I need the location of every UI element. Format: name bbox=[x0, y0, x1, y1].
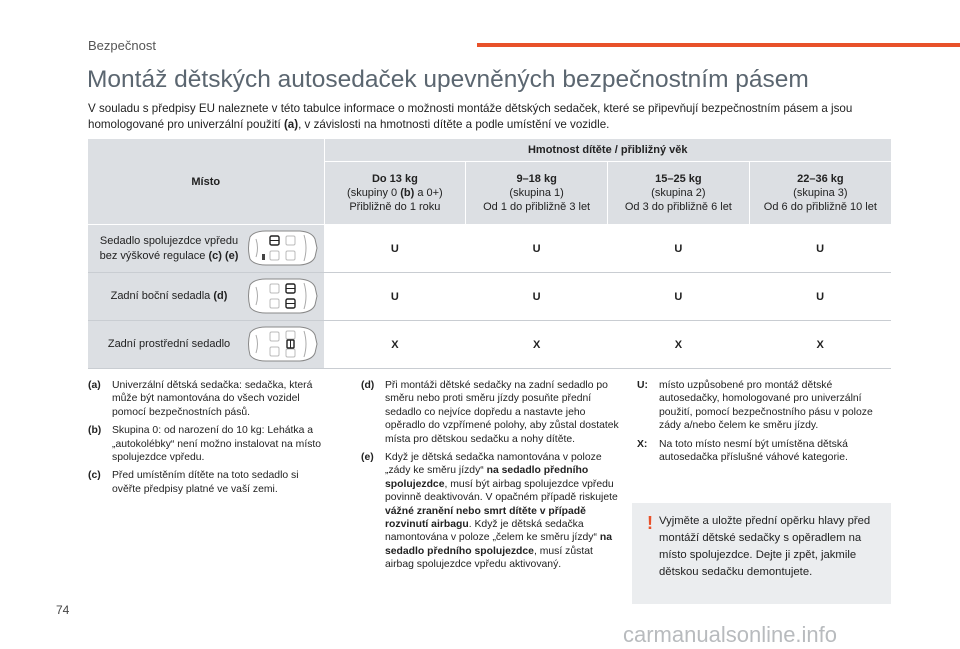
table-row bbox=[88, 273, 891, 321]
rating-cell: U bbox=[324, 225, 466, 273]
footnote-b: (b) Skupina 0: od narození do 10 kg: Lehátka a „autokolébky“ není možno instalovat na místo spolujezdce vpředu. bbox=[88, 425, 322, 464]
legend-u: U: místo uzpůsobené pro montáž dětské autosedačky, homologované pro univerzální použití, pomocí bezpečnostního pásu v poloze zády a/nebo čelem ke směru jízdy. bbox=[637, 380, 873, 432]
table-row bbox=[88, 225, 891, 273]
footnote-d: (d) Při montáži dětské sedačky na zadní sedadlo po směru nebo proti směru jízdy posuňte přední sedadlo co nejvíce dopředu a nastavte jeho opěradlo do vzpřímené polohy, aby zůstal dostatek místa pro dětskou sedačku a nohy dítěte. bbox=[361, 380, 619, 445]
section-title: Bezpečnost bbox=[88, 38, 156, 53]
warning-exclamation-icon: ! bbox=[647, 513, 653, 533]
car-rear-side-seats-icon bbox=[244, 277, 320, 315]
weight-category-1: Do 13 kg (skupiny 0 (b) a 0+) Přibližně do 1 roku bbox=[324, 162, 466, 225]
car-front-passenger-seat-icon bbox=[244, 229, 320, 267]
header-accent-rule bbox=[477, 43, 960, 47]
warning-box bbox=[632, 503, 891, 604]
rating-cell: U bbox=[608, 225, 750, 273]
table-row bbox=[88, 321, 891, 369]
rating-cell: U bbox=[466, 225, 608, 273]
weight-category-3: 15–25 kg (skupina 2) Od 3 do přibližně 6 let bbox=[608, 162, 750, 225]
footnote-c: (c) Před umístěním dítěte na toto sedadlo si ověřte předpisy platné ve vaší zemi. bbox=[88, 470, 299, 495]
weight-category-4: 22–36 kg (skupina 3) Od 6 do přibližně 10 let bbox=[749, 162, 891, 225]
page-number: 74 bbox=[56, 603, 70, 617]
rating-cell: U bbox=[324, 273, 466, 321]
child-seat-table bbox=[88, 139, 891, 369]
legend-notes bbox=[637, 379, 887, 469]
page-title: Montáž dětských autosedaček upevněných bezpečnostním pásem bbox=[87, 66, 809, 93]
weight-category-2: 9–18 kg (skupina 1) Od 1 do přibližně 3 let bbox=[466, 162, 608, 225]
rating-cell: U bbox=[608, 273, 750, 321]
car-rear-middle-seat-icon bbox=[244, 325, 320, 363]
watermark: carmanualsonline.info bbox=[623, 622, 838, 647]
rating-cell: X bbox=[749, 321, 891, 369]
seat-place-cell: Zadní boční sedadla (d) bbox=[88, 273, 324, 321]
intro-paragraph: V souladu s předpisy EU naleznete v této tabulce informace o možnosti montáže dětských sedaček, které se připevňují bezpečnostním pásem a jsou homologované pro univerzální použití (a), v závislosti na hmotnosti dítěte a podle umístění ve vozidle. bbox=[88, 102, 853, 131]
rating-cell: X bbox=[324, 321, 466, 369]
legend-x: X: Na toto místo nesmí být umístěna dětská autosedačka příslušné váhové kategorie. bbox=[637, 438, 848, 464]
warning-text: Vyjměte a uložte přední opěrku hlavy před montáží dětské sedačky s opěradlem na místo spolujezdce. Dejte ji zpět, jakmile dětskou sedačku demontujete. bbox=[659, 515, 871, 578]
place-column-header: Místo bbox=[88, 139, 324, 225]
rating-cell: U bbox=[466, 273, 608, 321]
seat-place-cell: Zadní prostřední sedadlo bbox=[88, 321, 324, 369]
rating-cell: X bbox=[466, 321, 608, 369]
weight-header: Hmotnost dítěte / přibližný věk bbox=[324, 139, 891, 162]
rating-cell: U bbox=[749, 273, 891, 321]
footnote-a: (a) Univerzální dětská sedačka: sedačka, která může být namontována do všech vozidel pomocí bezpečnostních pásů. bbox=[88, 380, 313, 418]
rating-cell: X bbox=[608, 321, 750, 369]
footnotes-middle bbox=[361, 379, 619, 577]
seat-place-cell: Sedadlo spolujezdce vpředu bez výškové regulace (c) (e) bbox=[88, 225, 324, 273]
rating-cell: U bbox=[749, 225, 891, 273]
footnote-e: (e) Když je dětská sedačka namontována v poloze „zády ke směru jízdy“ na sedadlo předního spolujezdce, musí být airbag spolujezdce vpředu povinně deaktivován. V opačném případě riskujete vážné zranění nebo smrt dítěte v případě rozvinutí airbagu. Když je dětská sedačka namontována v poloze „čelem ke směru jízdy“ na sedadlo předního spolujezdce, musí zůstat airbag spolujezdce vpředu aktivovaný. bbox=[361, 452, 618, 571]
footnotes-left bbox=[88, 379, 328, 501]
